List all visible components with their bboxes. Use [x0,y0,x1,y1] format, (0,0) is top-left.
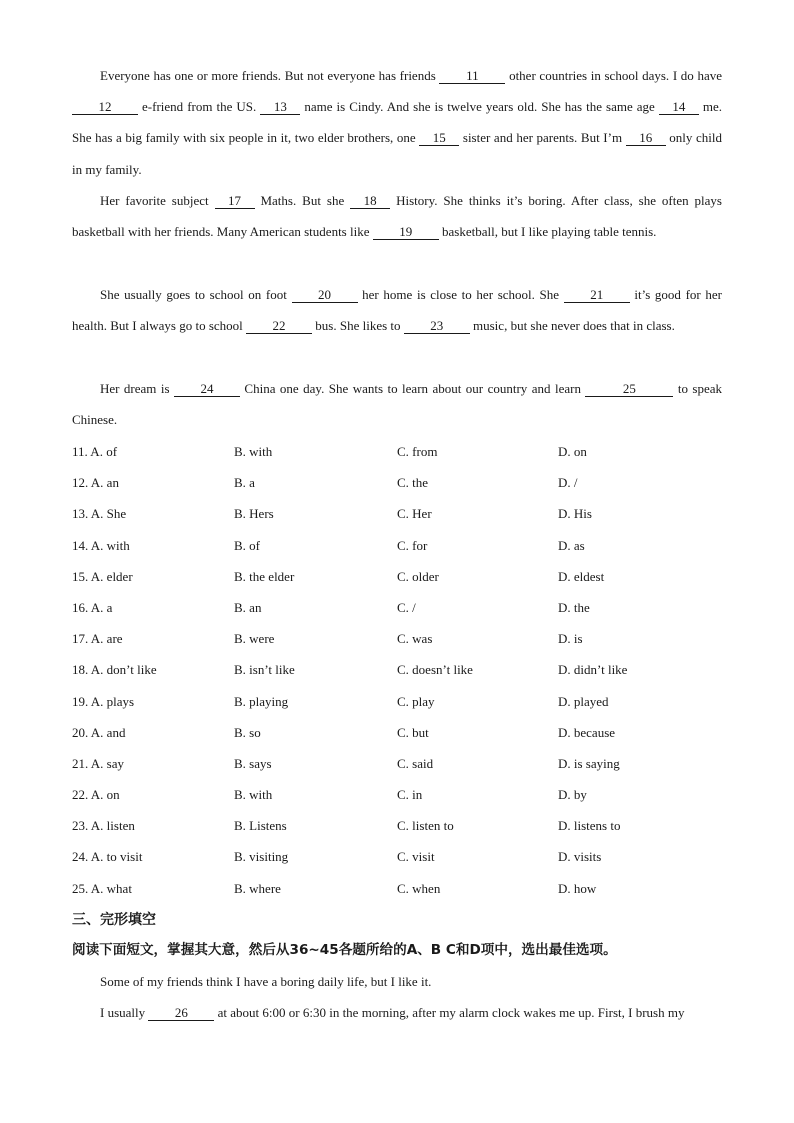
option-d[interactable]: D. didn’t like [558,662,628,678]
text: Her dream is [100,381,174,396]
option-c[interactable]: C. / [397,599,416,615]
text: History. She thinks it’s boring. After class, she often plays basketball with her friends. Many American students like [72,193,722,240]
blank-19[interactable]: 19 [373,225,439,240]
option-b[interactable]: B. a [234,475,255,491]
text: sister and her parents. But I’m [459,130,626,146]
text: me. She has a big family with six people in it, two elder brothers, one [72,99,722,146]
option-a[interactable]: 18. A. don’t like [72,662,157,678]
question-19-options [72,686,722,717]
option-c[interactable]: C. from [397,444,438,459]
question-23-options [72,810,722,841]
option-c[interactable]: C. doesn’t like [397,662,473,678]
question-16-options [72,592,722,623]
option-c[interactable]: C. older [397,568,439,584]
text: I usually [100,1005,149,1020]
option-b[interactable]: B. Hers [234,506,274,522]
question-18-options [72,654,722,685]
blank-15[interactable]: 15 [419,131,459,146]
blank-20[interactable]: 20 [292,288,358,303]
option-d[interactable]: D. how [558,880,597,896]
option-b[interactable]: B. with [234,787,273,803]
option-c[interactable]: C. play [397,693,435,709]
option-d[interactable]: D. by [558,787,587,803]
question-24-options [72,841,722,872]
option-a[interactable]: 17. A. are [72,631,123,647]
question-15-options [72,561,722,592]
blank-17[interactable]: 17 [215,194,255,209]
text: it’s good for her health. But I always go to school [72,287,722,334]
text: Everyone has one or more friends. But not everyone has friends [100,68,440,83]
blank-25[interactable]: 25 [585,382,673,397]
option-b[interactable]: B. with [234,444,273,459]
option-a[interactable]: 15. A. elder [72,568,133,584]
question-13-options [72,498,722,529]
question-20-options [72,717,722,748]
text: China one day. She wants to learn about our country and learn [239,381,586,396]
blank-24[interactable]: 24 [174,382,240,397]
passage1-paragraph-4 [72,373,722,435]
option-a[interactable]: 23. A. listen [72,818,135,834]
option-d[interactable]: D. played [558,693,609,709]
option-b[interactable]: B. the elder [234,568,295,584]
text: Maths. But she [254,193,351,208]
blank-16[interactable]: 16 [626,131,666,146]
text: to speak Chinese. [72,381,722,428]
text: her home is close to her school. She [357,287,564,302]
blank-26[interactable]: 26 [148,1006,214,1021]
question-11-options [72,436,722,467]
option-c[interactable]: C. in [397,787,423,803]
option-d[interactable]: D. is [558,631,583,647]
option-c[interactable]: C. when [397,880,441,896]
option-b[interactable]: B. of [234,537,260,553]
option-c[interactable]: C. visit [397,849,435,865]
option-a[interactable]: 13. A. She [72,506,127,522]
text: e-friend from the US. [138,99,261,115]
option-b[interactable]: B. so [234,724,261,740]
blank-11[interactable]: 11 [439,69,505,84]
option-a[interactable]: 22. A. on [72,787,120,803]
option-d[interactable]: D. eldest [558,568,605,584]
question-22-options [72,779,722,810]
option-c[interactable]: C. said [397,755,434,771]
option-b[interactable]: B. isn’t like [234,662,295,678]
option-d[interactable]: D. visits [558,849,602,865]
passage1-paragraph-1 [72,60,722,185]
option-c[interactable]: C. but [397,724,429,740]
option-d[interactable]: D. because [558,724,616,740]
option-b[interactable]: B. where [234,880,281,896]
option-d[interactable]: D. is saying [558,755,620,771]
text: She usually goes to school on foot [100,287,292,302]
option-d[interactable]: D. / [558,475,578,491]
option-d[interactable]: D. the [558,599,590,615]
option-a[interactable]: 16. A. a [72,599,113,615]
option-a[interactable]: 21. A. say [72,755,124,771]
answer-options [72,436,722,904]
option-a[interactable]: 20. A. and [72,724,126,740]
option-a[interactable]: 19. A. plays [72,693,135,709]
text: bus. She likes to [312,318,404,334]
option-c[interactable]: C. the [397,475,429,491]
section-instruction: 阅读下面短文，掌握其大意，然后从36~45各题所给的A、B C和D项中，选出最佳选项。 [72,942,617,958]
option-a[interactable]: 24. A. to visit [72,849,143,865]
option-d[interactable]: D. His [558,506,592,522]
blank-18[interactable]: 18 [350,194,390,209]
text: Her favorite subject [100,193,215,208]
option-c[interactable]: C. for [397,537,428,553]
blank-14[interactable]: 14 [659,100,699,115]
option-d[interactable]: D. listens to [558,818,621,834]
option-d[interactable]: D. as [558,537,585,553]
option-b[interactable]: B. visiting [234,849,289,865]
question-14-options [72,530,722,561]
passage2-paragraph-1: Some of my friends think I have a boring daily life, but I like it. [100,974,432,989]
option-c[interactable]: C. listen to [397,818,454,834]
text: at about 6:00 or 6:30 in the morning, after my alarm clock wakes me up. First, I brush my [214,1005,685,1020]
blank-21[interactable]: 21 [564,288,630,303]
passage1-paragraph-3 [72,279,722,341]
passage2-paragraph-2 [72,997,722,1028]
question-21-options [72,748,722,779]
option-b[interactable]: B. says [234,755,272,771]
option-a[interactable]: 25. A. what [72,880,132,896]
text: name is Cindy. And she is twelve years old. She has the same age [300,99,659,115]
text: music, but she never does that in class. [469,318,675,334]
text: only child in my family. [72,130,723,177]
text: other countries in school days. I do have [505,68,722,83]
blank-12[interactable]: 12 [72,100,138,115]
option-b[interactable]: B. an [234,599,262,615]
option-c[interactable]: C. was [397,631,433,647]
option-a[interactable]: 14. A. with [72,537,130,553]
option-d[interactable]: D. on [558,444,587,459]
question-12-options [72,467,722,498]
option-a[interactable]: 12. A. an [72,475,119,491]
option-c[interactable]: C. Her [397,506,432,522]
option-b[interactable]: B. were [234,631,275,647]
text: basketball, but I like playing table tennis. [438,224,657,240]
passage1-paragraph-2 [72,185,722,247]
blank-23[interactable]: 23 [404,319,470,334]
blank-13[interactable]: 13 [260,100,300,115]
option-b[interactable]: B. playing [234,693,289,709]
option-a[interactable]: 11. A. of [72,444,118,459]
blank-22[interactable]: 22 [246,319,312,334]
question-17-options [72,623,722,654]
option-b[interactable]: B. Listens [234,818,287,834]
question-25-options [72,873,722,904]
section-heading: 三、完形填空 [72,912,156,928]
